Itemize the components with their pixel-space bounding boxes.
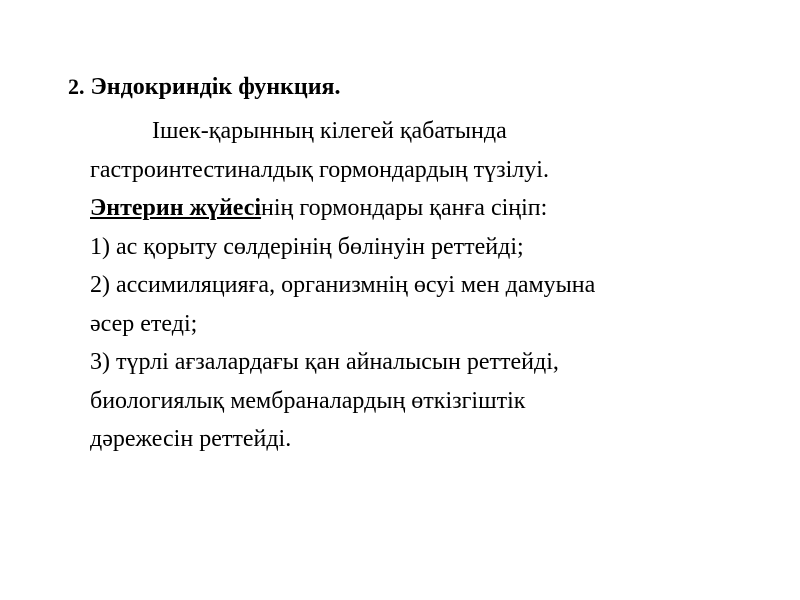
paragraph-line: гастроинтестиналдық гормондардың түзілуі. (90, 156, 549, 183)
list-item-continuation: дәрежесін реттейді. (90, 426, 292, 452)
heading-title: Эндокриндік функция. (90, 74, 341, 100)
list-item: 1) ас қорыту сөлдерінің бөлінуін реттейді; (90, 233, 524, 260)
list-item: 2) ассимиляцияға, организмнің өсуі мен дамуына (90, 272, 596, 298)
list-item-continuation: биологиялық мембраналардың өткізгіштік (90, 387, 526, 414)
paragraph-line: Ішек-қарынның кілегей қабатында (152, 118, 507, 144)
paragraph-line (90, 189, 780, 228)
list-item-continuation: әсер етеді; (90, 310, 198, 337)
body-text (90, 112, 780, 459)
enterin-system-term: Энтерин жүйесі (90, 195, 262, 221)
list-item: 3) түрлі ағзалардағы қан айналысын реттейді, (90, 349, 559, 375)
paragraph-line-rest: нің гормондары қанға сіңіп: (261, 195, 548, 221)
section-heading (68, 70, 341, 104)
heading-number: 2. (68, 74, 85, 99)
